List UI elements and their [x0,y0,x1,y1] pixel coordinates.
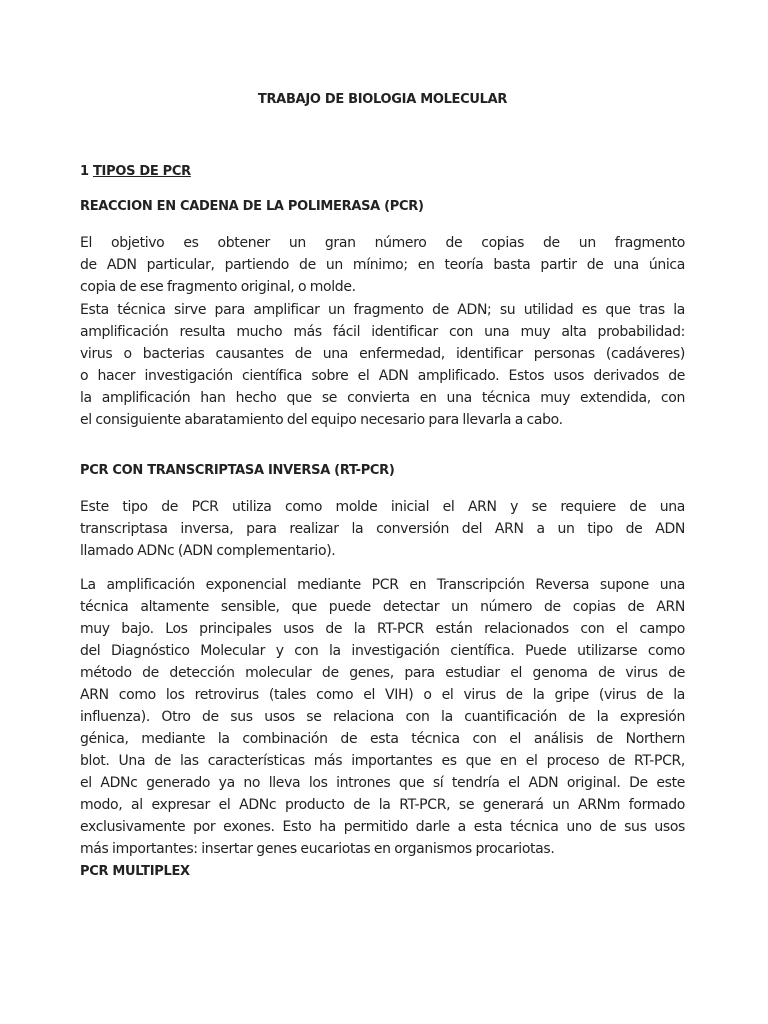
document-page [80,0,685,1024]
text-line: ARN como los retrovirus (tales como el VIH) o el virus de la gripe (virus de la [80,687,685,703]
text-line: muy bajo. Los principales usos de la RT-PCR están relacionados con el campo [80,621,685,637]
heading-pcr: REACCION EN CADENA DE LA POLIMERASA (PCR) [80,199,424,214]
text-line: el consiguiente abaratamiento del equipo necesario para llevarla a cabo. [80,412,563,428]
text-line: técnica altamente sensible, que puede detectar un número de copias de ARN [80,599,685,615]
heading-rt-pcr: PCR CON TRANSCRIPTASA INVERSA (RT-PCR) [80,463,395,478]
text-line: exclusivamente por exones. Esto ha permitido darle a esta técnica uno de sus usos [80,819,685,835]
paragraph-rt-pcr-amplificacion [80,574,685,860]
text-line: Este tipo de PCR utiliza como molde inicial el ARN y se requiere de una [80,499,685,515]
text-line: el ADNc generado ya no lleva los intrones que sí tendría el ADN original. De este [80,775,685,791]
text-line: transcriptasa inversa, para realizar la conversión del ARN a un tipo de ADN [80,521,685,537]
text-line: de ADN particular, partiendo de un mínimo; en teoría basta partir de una única [80,257,685,273]
heading-pcr-multiplex: PCR MULTIPLEX [80,864,190,879]
paragraph-pcr-tecnica [80,299,685,431]
text-line: la amplificación han hecho que se convierta en una técnica muy extendida, con [80,390,685,406]
text-line: génica, mediante la combinación de esta técnica con el análisis de Northern [80,731,685,747]
section-number: 1 [80,164,93,179]
text-line: Esta técnica sirve para amplificar un fragmento de ADN; su utilidad es que tras la [80,302,685,318]
text-line: del Diagnóstico Molecular y con la investigación científica. Puede utilizarse como [80,643,685,659]
text-line: El objetivo es obtener un gran número de copias de un fragmento [80,235,685,251]
text-line: o hacer investigación científica sobre el ADN amplificado. Estos usos derivados de [80,368,685,384]
text-line: virus o bacterias causantes de una enfermedad, identificar personas (cadáveres) [80,346,685,362]
paragraph-rt-pcr-molde [80,496,685,562]
text-line: llamado ADNc (ADN complementario). [80,543,336,559]
text-line: amplificación resulta mucho más fácil identificar con una muy alta probabilidad: [80,324,685,340]
section-heading-tipos-de-pcr [80,164,191,179]
paragraph-pcr-objetivo [80,232,685,298]
section-title: TIPOS DE PCR [92,164,191,179]
text-line: más importantes: insertar genes eucariotas en organismos procariotas. [80,841,555,857]
text-line: método de detección molecular de genes, para estudiar el genoma de virus de [80,665,685,681]
text-line: blot. Una de las características más importantes es que en el proceso de RT-PCR, [80,753,685,769]
document-title: TRABAJO DE BIOLOGIA MOLECULAR [257,92,508,107]
text-line: La amplificación exponencial mediante PCR en Transcripción Reversa supone una [80,577,685,593]
text-line: influenza). Otro de sus usos se relaciona con la cuantificación de la expresión [80,709,685,725]
text-line: modo, al expresar el ADNc producto de la RT-PCR, se generará un ARNm formado [80,797,685,813]
text-line: copia de ese fragmento original, o molde. [80,279,356,295]
